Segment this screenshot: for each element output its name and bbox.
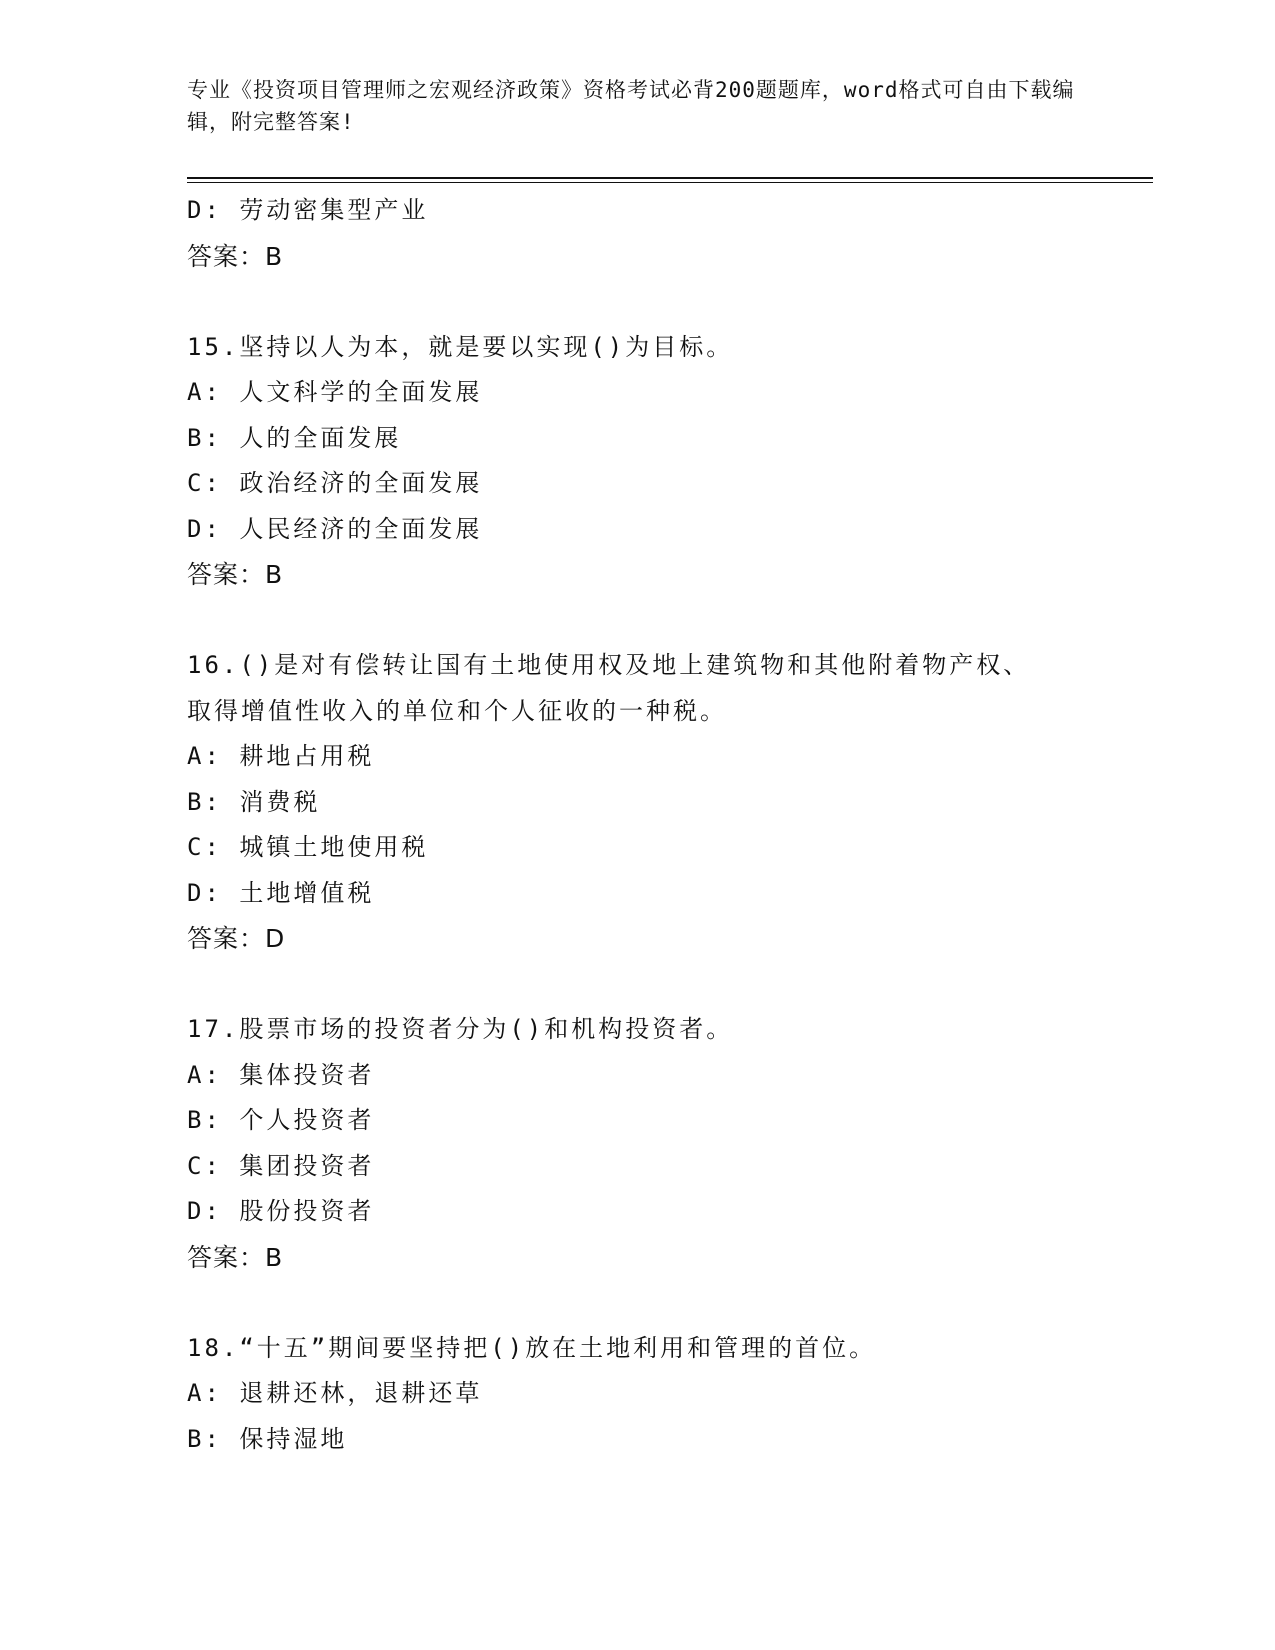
question-stem-continued: 取得增值性收入的单位和个人征收的一种税。 <box>187 696 727 725</box>
option-a: A: 集体投资者 <box>187 1060 375 1089</box>
option-a: A: 人文科学的全面发展 <box>187 378 483 406</box>
option-d: D: 劳动密集型产业 <box>187 196 429 224</box>
document-title: 专业《投资项目管理师之宏观经济政策》资格考试必背200题题库，word格式可自由下载编辑，附完整答案! <box>187 78 1075 134</box>
option-d: D: 股份投资者 <box>187 1197 375 1225</box>
option-d: D: 土地增值税 <box>187 878 375 907</box>
option-b: B: 保持湿地 <box>187 1424 348 1453</box>
header-divider-thin <box>187 182 1153 183</box>
option-d: D: 人民经济的全面发展 <box>187 514 483 543</box>
answer-line: 答案：B <box>187 1242 284 1272</box>
header-divider <box>187 177 1153 179</box>
spacer <box>187 962 1087 1008</box>
option-c: C: 政治经济的全面发展 <box>187 469 483 497</box>
option-c: C: 集团投资者 <box>187 1151 375 1180</box>
answer-line: 答案：B <box>187 241 284 271</box>
question-stem: 17.股票市场的投资者分为()和机构投资者。 <box>187 1015 734 1043</box>
spacer <box>187 1280 1087 1326</box>
option-c: C: 城镇土地使用税 <box>187 833 429 861</box>
question-stem: 15.坚持以人为本，就是要以实现()为目标。 <box>187 332 734 361</box>
answer-line: 答案：B <box>187 560 284 589</box>
answer-line: 答案：D <box>187 924 286 953</box>
spacer <box>187 279 1087 325</box>
option-b: B: 个人投资者 <box>187 1106 375 1134</box>
option-a: A: 退耕还林，退耕还草 <box>187 1379 483 1407</box>
question-stem: 18.“十五”期间要坚持把()放在土地利用和管理的首位。 <box>187 1333 877 1362</box>
option-a: A: 耕地占用税 <box>187 742 375 770</box>
option-b: B: 消费税 <box>187 787 321 816</box>
question-list <box>187 188 1087 1462</box>
option-b: B: 人的全面发展 <box>187 423 402 452</box>
spacer <box>187 598 1087 644</box>
question-stem: 16.()是对有偿转让国有土地使用权及地上建筑物和其他附着物产权、 <box>187 651 1031 679</box>
